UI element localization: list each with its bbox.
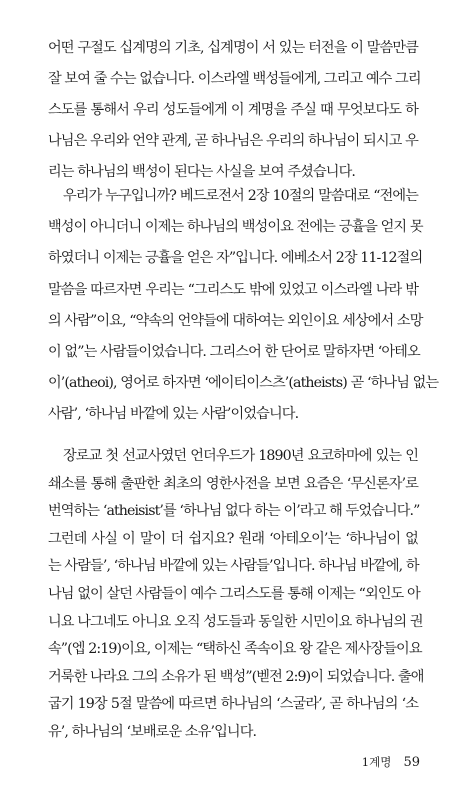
text-line: 니요 나그네도 아니요 오직 성도들과 동일한 시민이요 하나님의 권 bbox=[48, 614, 423, 630]
text-line: 는 사람들’, ‘하나님 바깥에 있는 사람들’입니다. 하나님 바깥에, 하 bbox=[48, 558, 419, 574]
text-line: 백성이 아니더니 이제는 하나님의 백성이요 전에는 긍휼을 얻지 못 bbox=[48, 219, 423, 235]
text-line: 거룩한 나라요 그의 소유가 된 백성”(벧전 2:9)이 되었습니다. 출애 bbox=[48, 669, 424, 685]
text-line: 나님 없이 살던 사람들이 예수 그리스도를 통해 이제는 “외인도 아 bbox=[48, 586, 420, 602]
text-line: 의 사람”이요, “약속의 언약들에 대하여는 외인이요 세상에서 소망 bbox=[48, 313, 423, 329]
text-line: 속”(엡 2:19)이요, 이제는 “택하신 족속이요 왕 같은 제사장들이요 bbox=[48, 641, 422, 657]
text-line: 쇄소를 통해 출판한 최초의 영한사전을 보면 요즘은 ‘무신론자’로 bbox=[48, 476, 418, 492]
text-line: 사람’, ‘하나님 바깥에 있는 사람’이었습니다. bbox=[48, 406, 299, 422]
text-line: 굽기 19장 5절 말씀에 따르면 하나님의 ‘스굴라’, 곧 하나님의 ‘소 bbox=[48, 696, 418, 712]
text-line: 어떤 구절도 십계명의 기초, 십계명이 서 있는 터전을 이 말씀만큼 bbox=[48, 40, 418, 56]
text-line: 나님은 우리와 언약 관계, 곧 하나님은 우리의 하나님이 되시고 우 bbox=[48, 133, 418, 149]
text-line: 리는 하나님의 백성이 된다는 사실을 보여 주셨습니다. bbox=[48, 164, 355, 180]
text-line: 이 없”는 사람들이었습니다. 그리스어 한 단어로 말하자면 ‘아테오 bbox=[48, 344, 420, 360]
text-line: 우리가 누구입니까? 베드로전서 2장 10절의 말씀대로 “전에는 bbox=[63, 188, 418, 204]
text-line: 이’(atheoi), 영어로 하자면 ‘에이티이스츠’(atheists) 곧 ‘하나님 없는 bbox=[48, 375, 439, 391]
text-line: 유’, 하나님의 ‘보배로운 소유’입니다. bbox=[48, 724, 257, 740]
page-footer bbox=[362, 754, 420, 770]
text-line: 그런데 사실 이 말이 더 쉽지요? 원래 ‘아테오이’는 ‘하나님이 없 bbox=[48, 531, 418, 547]
page-number: 59 bbox=[403, 755, 420, 770]
chapter-label: 1계명 bbox=[361, 755, 392, 769]
text-line: 스도를 통해서 우리 성도들에게 이 계명을 주실 때 무엇보다도 하 bbox=[48, 102, 418, 118]
text-line: 하였더니 이제는 긍휼을 얻은 자”입니다. 에베소서 2장 11-12절의 bbox=[48, 250, 423, 266]
text-line: 번역하는 ‘atheisist’를 ‘하나님 없다 하는 이’라고 해 두었습니다.” bbox=[48, 503, 420, 519]
text-line: 장로교 첫 선교사였던 언더우드가 1890년 요코하마에 있는 인 bbox=[63, 448, 418, 464]
text-line: 말씀을 따르자면 우리는 “그리스도 밖에 있었고 이스라엘 나라 밖 bbox=[48, 282, 418, 298]
text-line: 잘 보여 줄 수는 없습니다. 이스라엘 백성들에게, 그리고 예수 그리 bbox=[48, 71, 421, 87]
